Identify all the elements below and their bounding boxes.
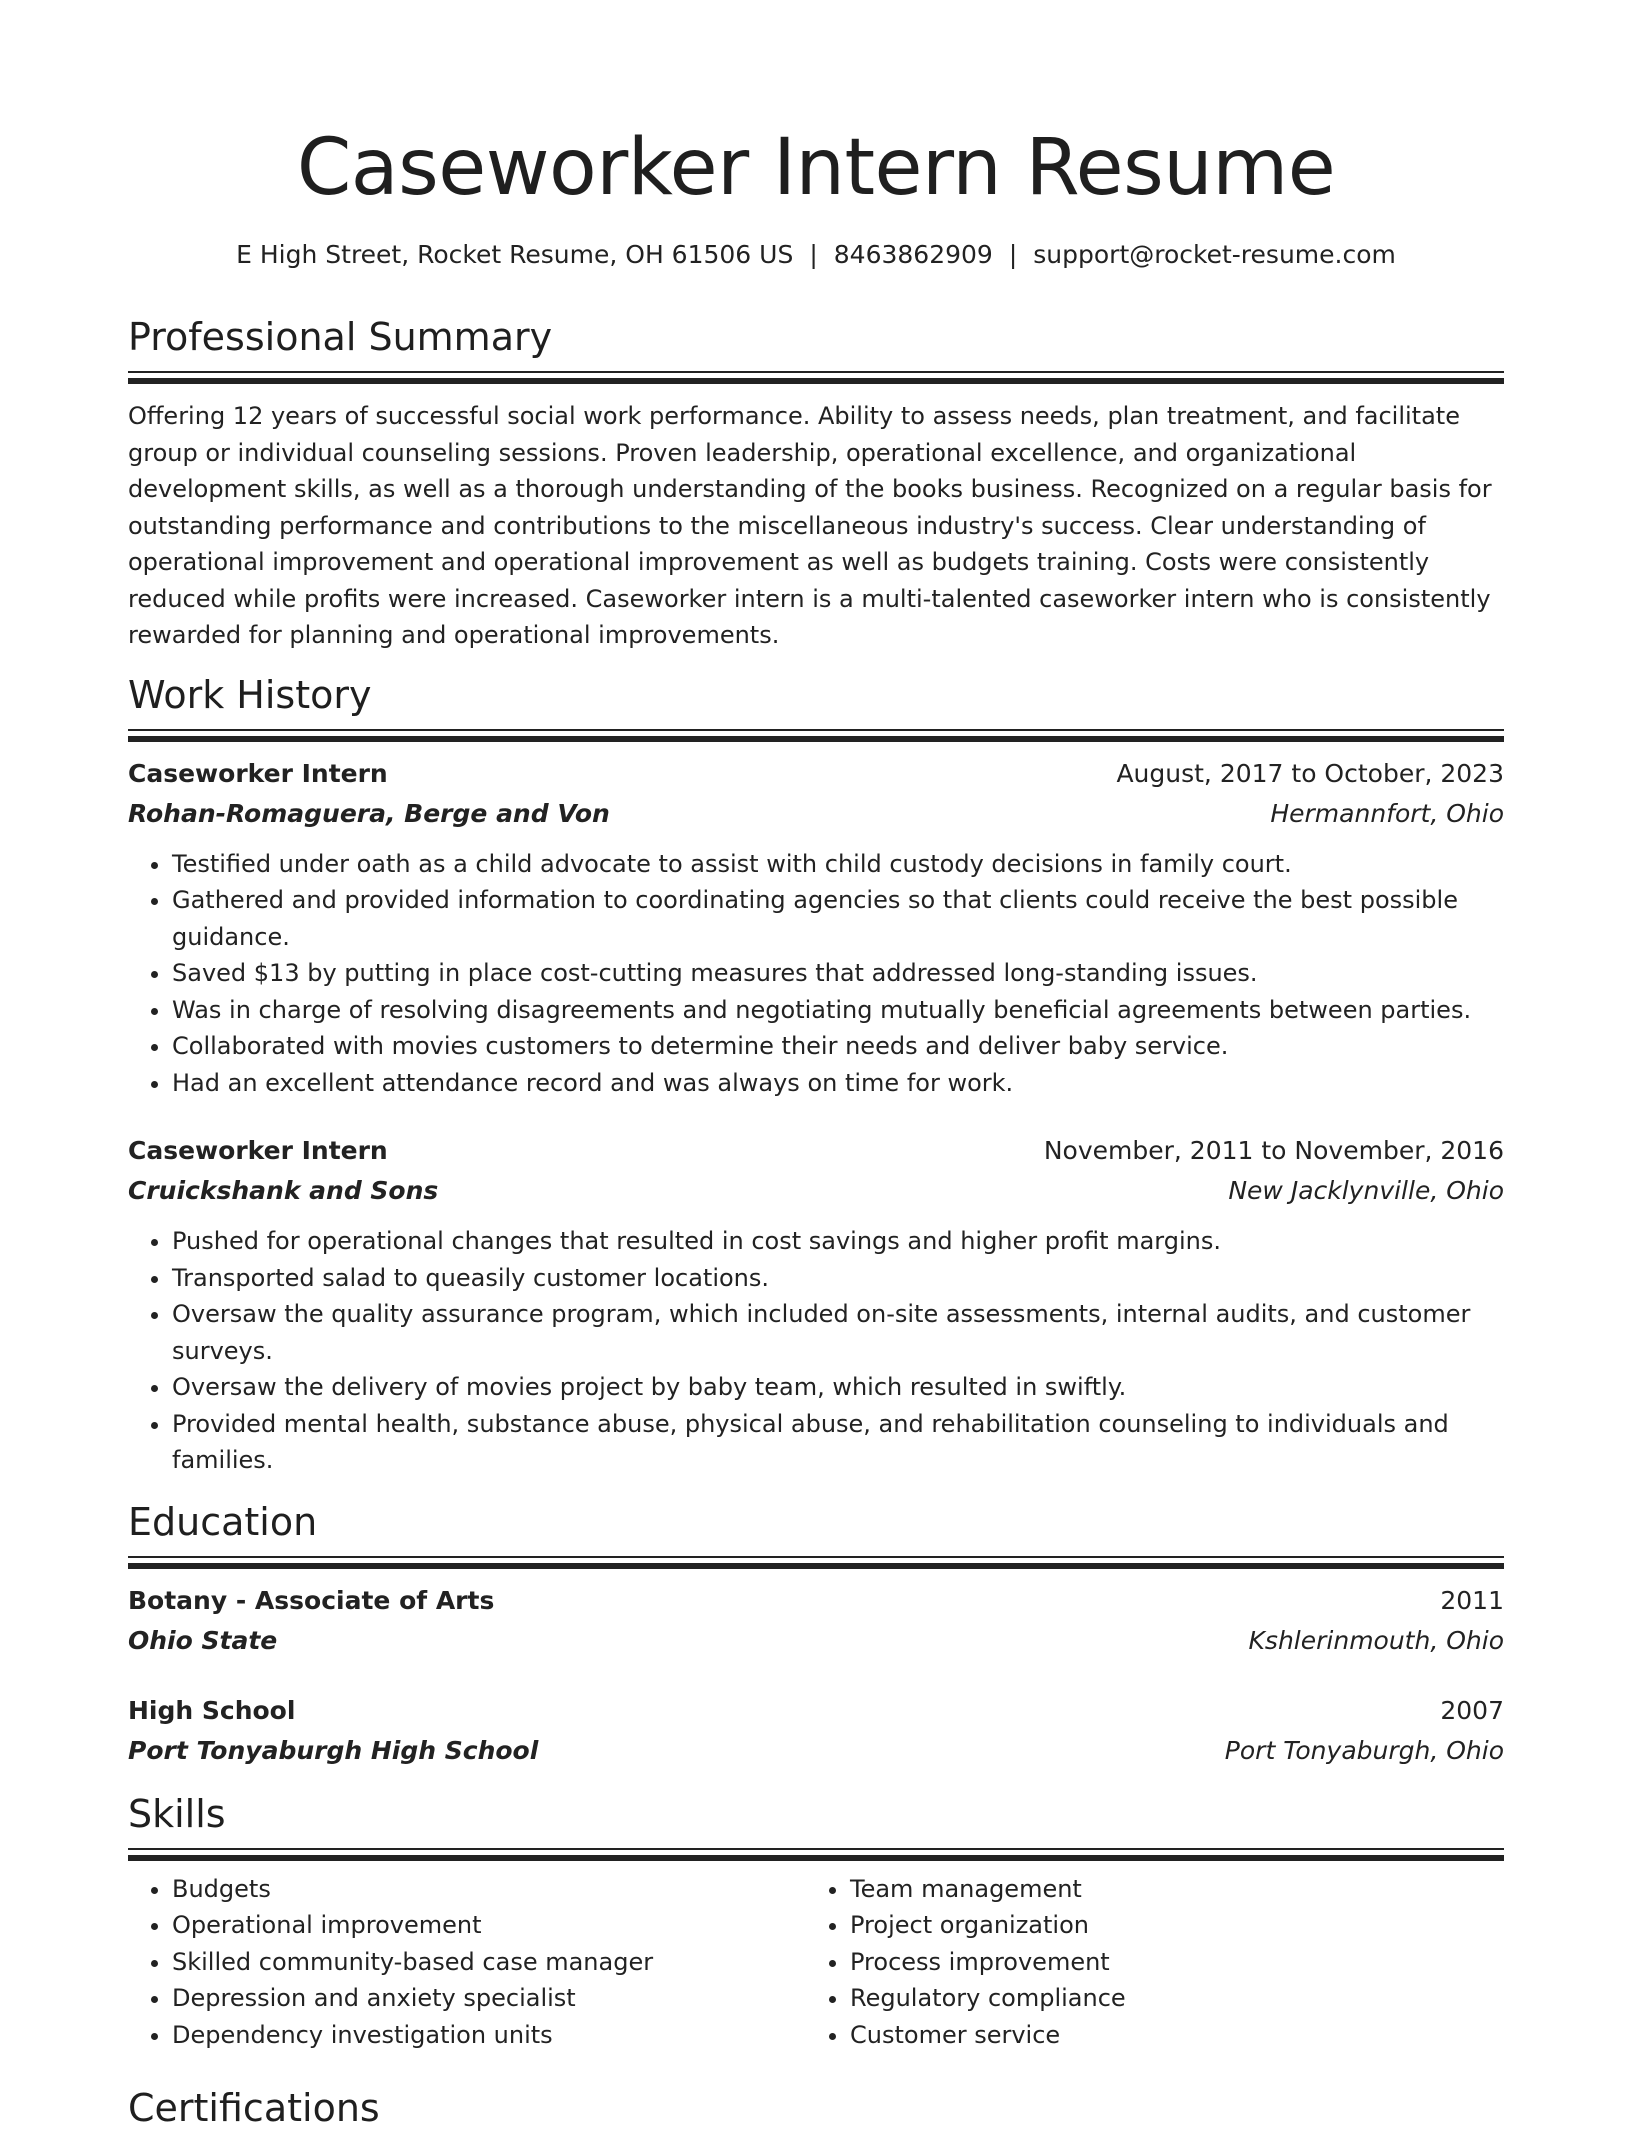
job-duties-list [128,846,1504,1102]
job-dates: November, 2011 to November, 2016 [1043,1136,1504,1165]
summary-text: Offering 12 years of successful social work performance. Ability to assess needs, plan treatment, and facilitate group or individual counseling sessions. Proven leadership, operational excellence, and organizational development skills, as well as a thorough understanding of the books business. Recognized on a regular basis for outstanding performance and contributions to the miscellaneous industry's success. Clear understanding of operational improvement and operational improvement as well as budgets training. Costs were consistently reduced while profits were increased. Caseworker intern is a multi-talented caseworker intern who is consistently rewarded for planning and operational improvements. [128,402,1492,649]
list-item: • Transported salad to queasily customer locations. [172,1260,1504,1297]
job-location: Hermannfort, Ohio [1270,798,1504,828]
summary-heading: Professional Summary [128,315,553,359]
skills-list-left [128,1871,806,2054]
skills-section-header [128,1789,1504,1861]
education-degree: Botany - Associate of Arts [128,1585,495,1615]
education-degree: High School [128,1695,296,1725]
section-divider [128,1556,1504,1569]
resume-page [128,0,1504,2133]
contact-separator: | [809,240,818,269]
job-company: Cruickshank and Sons [128,1176,439,1205]
list-item: • Process improvement [850,1944,1484,1981]
list-item: • Saved $13 by putting in place cost-cutting measures that addressed long-standing issues. [172,955,1504,992]
list-item: • Dependency investigation units [172,2017,806,2054]
list-item: • Customer service [850,2017,1484,2054]
skills-columns [128,1871,1504,2054]
education-section-header [128,1497,1504,1569]
list-item: • Oversaw the delivery of movies project by baby team, which resulted in swiftly. [172,1369,1504,1406]
contact-email: support@rocket-resume.com [1033,240,1396,269]
job-dates: August, 2017 to October, 2023 [1116,758,1504,788]
education-location: Kshlerinmouth, Ohio [1248,1625,1504,1655]
job-location: New Jacklynville, Ohio [1228,1176,1504,1205]
job-company-row [128,1171,1504,1211]
work-section-header [128,670,1504,742]
list-item: • Oversaw the quality assurance program, which included on-site assessments, internal audits, and customer surveys. [172,1296,1504,1369]
resume-title: Caseworker Intern Resume [296,123,1336,213]
list-item: • Pushed for operational changes that resulted in cost savings and higher profit margins. [172,1223,1504,1260]
job-header-row [128,754,1504,794]
education-year: 2007 [1440,1695,1504,1725]
education-school-row [128,1621,1504,1661]
education-header-row [128,1581,1504,1621]
education-school-row [128,1731,1504,1771]
work-heading: Work History [128,672,372,717]
certifications-heading: Certifications [128,2086,380,2130]
job-title: Caseworker Intern [128,1136,388,1165]
list-item: • Provided mental health, substance abuse, physical abuse, and rehabilitation counseling to individuals and families. [172,1406,1504,1479]
list-item: • Budgets [172,1871,806,1908]
education-header-row [128,1691,1504,1731]
list-item: • Team management [850,1871,1484,1908]
job-company: Rohan-Romaguera, Berge and Von [128,798,610,828]
job-title: Caseworker Intern [128,758,388,788]
job-entry [128,1131,1504,1479]
education-school: Port Tonyaburgh High School [128,1735,539,1765]
skills-heading: Skills [128,1791,226,1836]
list-item: • Depression and anxiety specialist [172,1980,806,2017]
job-duties-list [128,1223,1504,1479]
list-item: • Skilled community-based case manager [172,1944,806,1981]
list-item: • Regulatory compliance [850,1980,1484,2017]
education-year: 2011 [1440,1585,1504,1615]
section-divider [128,371,1504,384]
job-entry [128,754,1504,1102]
education-school: Ohio State [128,1625,278,1655]
education-entry [128,1581,1504,1661]
contact-address: E High Street, Rocket Resume, OH 61506 US [236,240,794,269]
education-location: Port Tonyaburgh, Ohio [1224,1735,1504,1765]
education-entry [128,1691,1504,1771]
list-item: • Project organization [850,1907,1484,1944]
job-company-row [128,794,1504,834]
list-item: • Gathered and provided information to coordinating agencies so that clients could receive the best possible guidance. [172,882,1504,955]
section-divider [128,729,1504,742]
contact-phone: 8463862909 [833,240,993,269]
list-item: • Had an excellent attendance record and was always on time for work. [172,1065,1504,1102]
list-item: • Collaborated with movies customers to determine their needs and deliver baby service. [172,1028,1504,1065]
summary-section-header [128,312,1504,384]
job-header-row [128,1131,1504,1171]
contact-separator: | [1008,240,1018,269]
education-heading: Education [128,1499,318,1544]
section-divider [128,1848,1504,1861]
contact-line [128,238,1504,272]
list-item: • Testified under oath as a child advocate to assist with child custody decisions in family court. [172,846,1504,883]
skills-list-right [806,1871,1484,2054]
list-item: • Operational improvement [172,1907,806,1944]
list-item: • Was in charge of resolving disagreements and negotiating mutually beneficial agreements between parties. [172,992,1504,1029]
